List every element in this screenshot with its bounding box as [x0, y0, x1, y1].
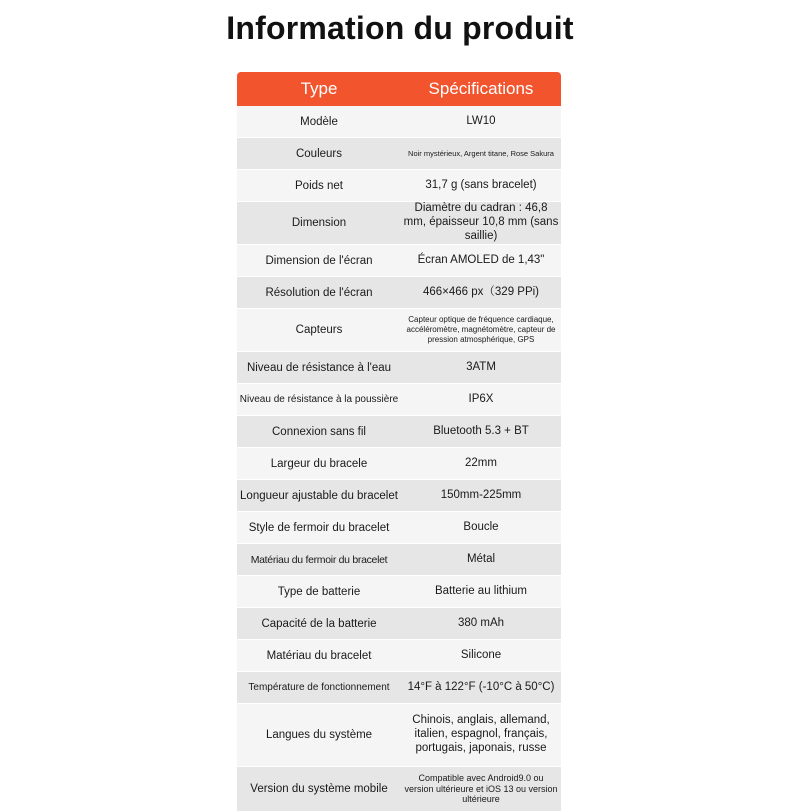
table-row: [237, 138, 561, 170]
table-row: [237, 480, 561, 512]
table-row: [237, 512, 561, 544]
row-spec: 150mm-225mm: [440, 488, 522, 501]
table-row: [237, 202, 561, 245]
row-spec: Écran AMOLED de 1,43": [417, 253, 545, 266]
row-spec: 3ATM: [466, 360, 496, 373]
row-type: Matériau du bracelet: [266, 649, 372, 662]
row-type: Couleurs: [295, 147, 343, 160]
row-type: Version du système mobile: [250, 783, 388, 795]
table-row: [237, 448, 561, 480]
row-type: Niveau de résistance à l'eau: [246, 361, 392, 374]
row-spec: Diamètre du cadran : 46,8 mm, épaisseur 10,8 mm (sans saillie): [403, 202, 559, 242]
spec-table: [237, 72, 561, 812]
table-row: [237, 640, 561, 672]
row-spec: Capteur optique de fréquence cardiaque, accéléromètre, magnétomètre, capteur de pression atmosphérique, GPS: [406, 315, 556, 344]
row-spec: Compatible avec Android9.0 ou version ultérieure et iOS 13 ou version ultérieure: [404, 772, 558, 805]
row-spec: Métal: [466, 552, 496, 565]
table-row: [237, 384, 561, 416]
table-body: [237, 106, 561, 812]
header-spec: Spécifications: [428, 79, 534, 98]
table-row: [237, 170, 561, 202]
row-spec: 380 mAh: [457, 616, 505, 629]
row-spec: IP6X: [468, 392, 494, 405]
row-spec: Noir mystérieux, Argent titane, Rose Sakura: [408, 149, 554, 158]
row-type: Résolution de l'écran: [265, 286, 373, 299]
table-row: [237, 352, 561, 384]
table-row: [237, 767, 561, 812]
table-row: [237, 309, 561, 352]
row-type: Dimension de l'écran: [265, 254, 373, 267]
row-type: Connexion sans fil: [272, 425, 366, 438]
row-spec: LW10: [466, 114, 496, 127]
table-row: [237, 576, 561, 608]
row-spec: 31,7 g (sans bracelet): [425, 178, 537, 191]
table-header: [237, 72, 561, 106]
table-row: [237, 106, 561, 138]
row-spec: Batterie au lithium: [434, 584, 528, 597]
table-row: [237, 672, 561, 704]
row-type: Langues du système: [265, 729, 373, 741]
header-type: Type: [300, 79, 338, 98]
row-type: Capacité de la batterie: [261, 617, 377, 630]
table-row: [237, 544, 561, 576]
row-spec: Chinois, anglais, allemand, italien, espagnol, français, portugais, japonais, russe: [412, 714, 550, 754]
row-spec: 22mm: [465, 456, 497, 469]
table-row: [237, 277, 561, 309]
page-title: Information du produit: [226, 10, 574, 46]
table-row: [237, 245, 561, 277]
table-row: [237, 608, 561, 640]
table-row: [237, 416, 561, 448]
row-type: Style de fermoir du bracelet: [248, 521, 390, 534]
row-type: Modèle: [300, 115, 338, 128]
row-type: Température de fonctionnement: [248, 682, 390, 693]
table-row: [237, 704, 561, 767]
row-spec: 14°F à 122°F (-10°C à 50°C): [407, 680, 555, 693]
row-type: Largeur du bracele: [270, 457, 368, 470]
row-spec: Bluetooth 5.3 + BT: [433, 424, 529, 437]
row-type: Poids net: [295, 179, 343, 192]
row-type: Capteurs: [295, 324, 343, 336]
row-spec: 466×466 px（329 PPi): [422, 285, 540, 298]
row-spec: Silicone: [460, 648, 502, 661]
row-type: Dimension: [291, 217, 347, 229]
row-type: Matériau du fermoir du bracelet: [250, 553, 388, 566]
row-type: Longueur ajustable du bracelet: [240, 489, 398, 502]
row-spec: Boucle: [463, 520, 499, 533]
row-type: Niveau de résistance à la poussière: [239, 394, 399, 405]
row-type: Type de batterie: [277, 585, 361, 598]
